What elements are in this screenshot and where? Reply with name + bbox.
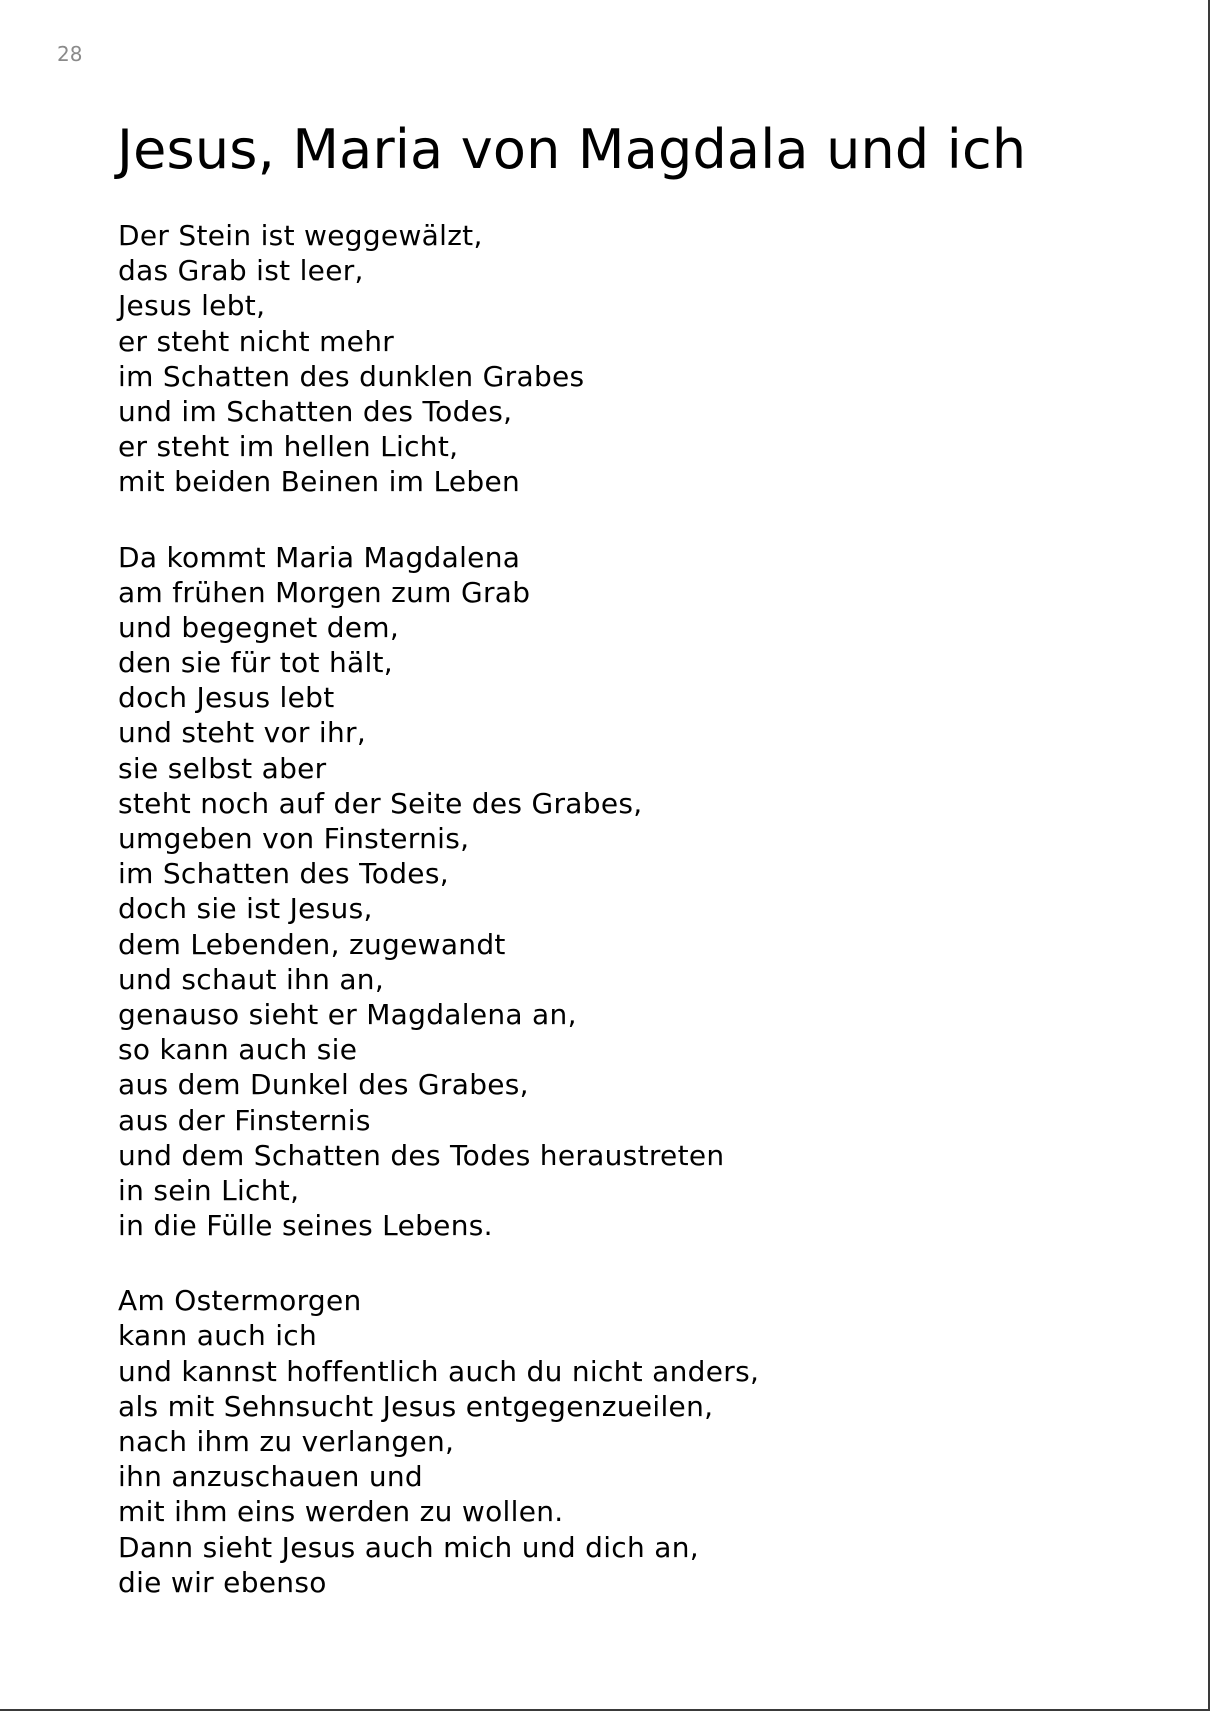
poem-line: Da kommt Maria Magdalena <box>118 540 521 574</box>
poem-line: umgeben von Finsternis, <box>118 822 470 855</box>
poem-line: sie selbst aber <box>118 751 327 785</box>
page-number: 28 <box>57 42 83 66</box>
poem-body <box>118 218 1118 1640</box>
poem-stanza <box>118 218 1118 500</box>
poem-line: aus der Finsternis <box>118 1103 371 1137</box>
poem-line: kann auch ich <box>118 1319 318 1353</box>
poem-line: und kannst hoffentlich auch du nicht anders, <box>118 1354 760 1388</box>
poem-line: die wir ebenso <box>118 1565 327 1599</box>
page-title: Jesus, Maria von Magdala und ich <box>117 118 1027 181</box>
poem-line: Jesus lebt, <box>118 289 266 323</box>
poem-line: in sein Licht, <box>118 1173 300 1207</box>
poem-line: und steht vor ihr, <box>118 716 367 750</box>
poem-line: das Grab ist leer, <box>118 254 364 288</box>
poem-line: und begegnet dem, <box>118 610 400 644</box>
poem-line: mit beiden Beinen im Leben <box>118 465 521 499</box>
poem-line: so kann auch sie <box>118 1033 358 1067</box>
poem-line: Der Stein ist weggewälzt, <box>118 219 483 252</box>
poem-line: im Schatten des dunklen Grabes <box>118 359 585 393</box>
poem-line: in die Fülle seines Lebens. <box>118 1209 493 1243</box>
poem-stanza <box>118 1283 1118 1600</box>
poem-line: den sie für tot hält, <box>118 646 394 680</box>
poem-line: mit ihm eins werden zu wollen. <box>118 1495 564 1529</box>
poem-line: und im Schatten des Todes, <box>118 394 513 428</box>
poem-line: nach ihm zu verlangen, <box>118 1425 455 1458</box>
poem-line: aus dem Dunkel des Grabes, <box>118 1068 529 1102</box>
poem-line: im Schatten des Todes, <box>118 857 449 891</box>
poem-line: am frühen Morgen zum Grab <box>118 575 531 609</box>
poem-line: ihn anzuschauen und <box>118 1460 423 1494</box>
poem-line: und schaut ihn an, <box>118 962 385 996</box>
poem-line: steht noch auf der Seite des Grabes, <box>118 786 643 820</box>
poem-line: Dann sieht Jesus auch mich und dich an, <box>118 1530 699 1564</box>
poem-line: genauso sieht er Magdalena an, <box>118 997 577 1031</box>
poem-stanza <box>118 540 1118 1244</box>
poem-line: er steht nicht mehr <box>118 324 395 358</box>
poem-line: doch Jesus lebt <box>118 681 335 715</box>
poem-line: doch sie ist Jesus, <box>118 892 373 926</box>
poem-line: Am Ostermorgen <box>118 1284 362 1318</box>
poem-line: er steht im hellen Licht, <box>118 430 459 464</box>
poem-line: als mit Sehnsucht Jesus entgegenzueilen, <box>118 1389 714 1423</box>
poem-line: und dem Schatten des Todes heraustreten <box>118 1138 725 1172</box>
poem-line: dem Lebenden, zugewandt <box>118 927 506 961</box>
